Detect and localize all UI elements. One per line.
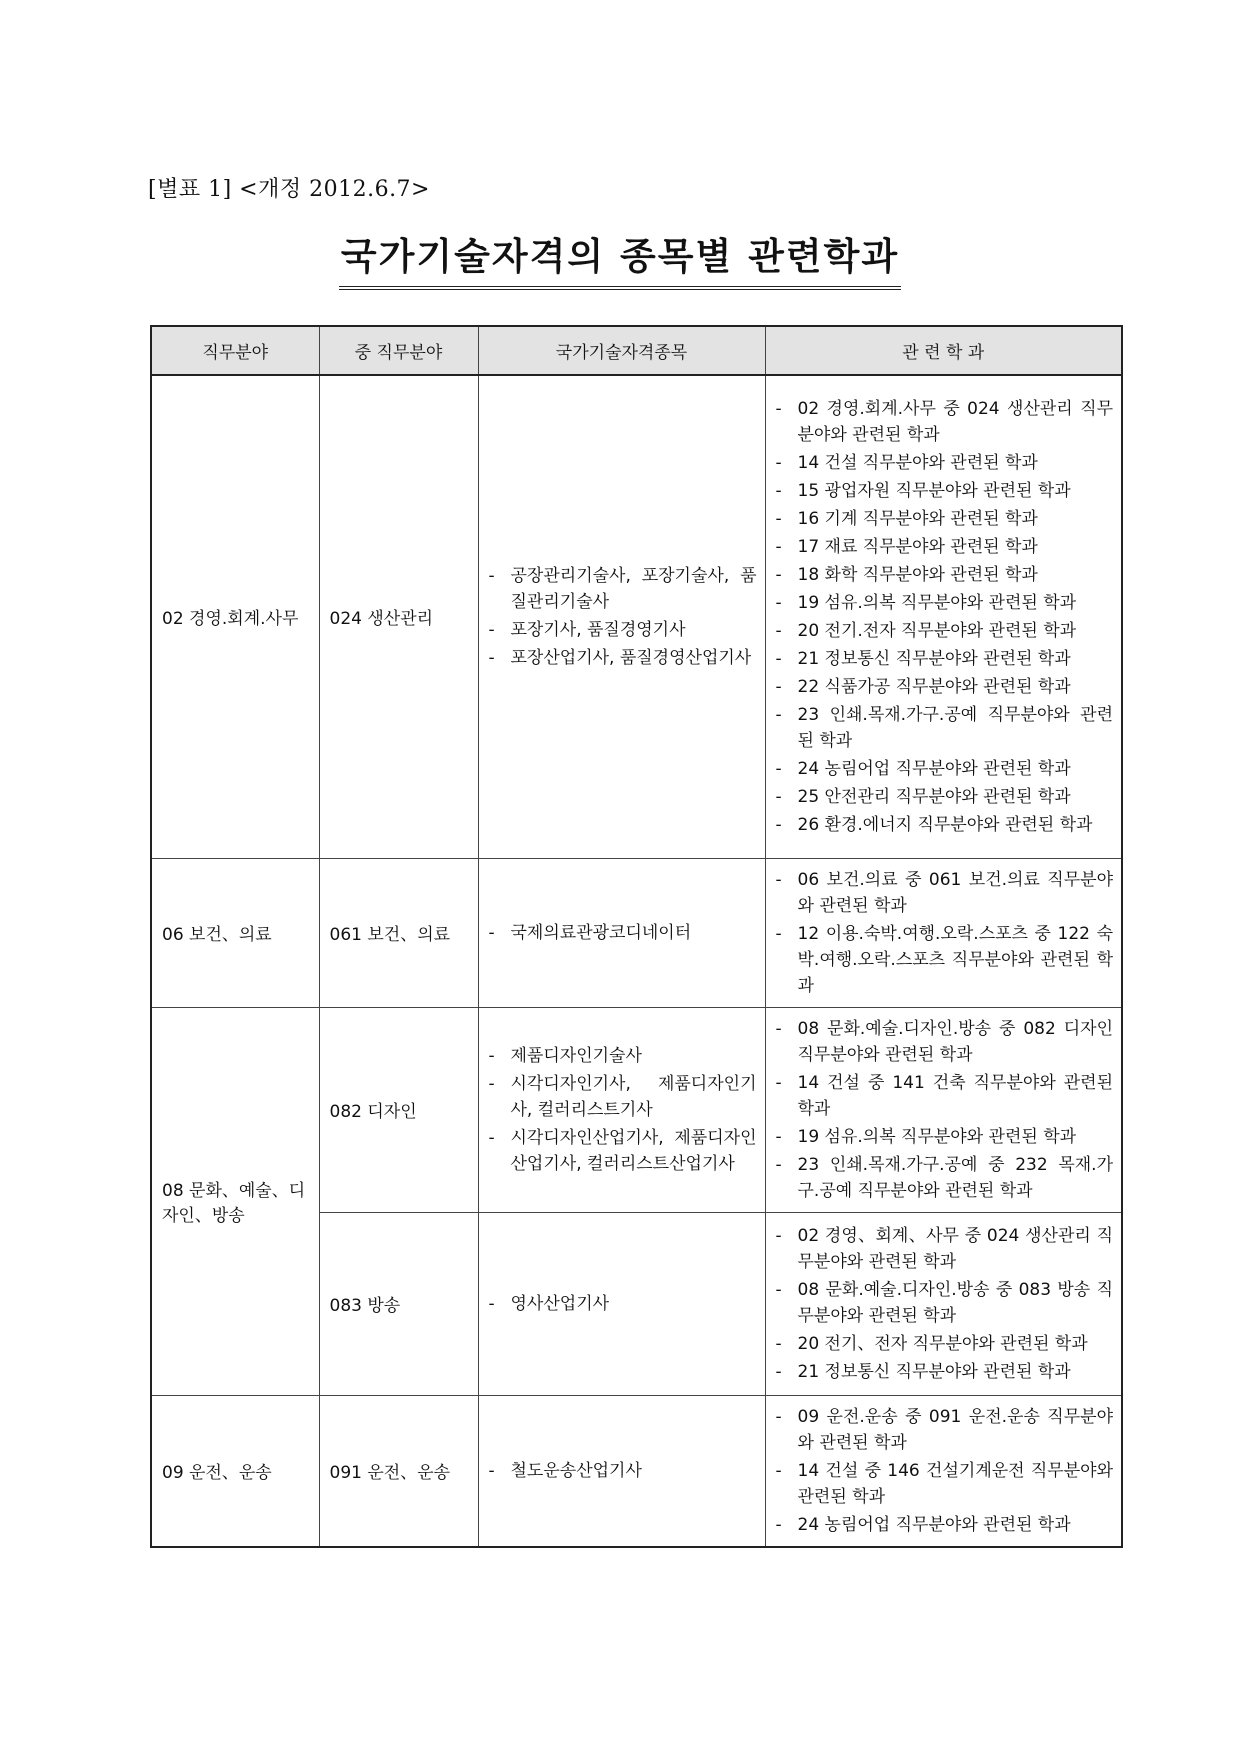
- list-item: - 23 인쇄.목재.가구.공예 중 232 목재.가구.공예 직무분야와 관련된 학과: [775, 1154, 1113, 1201]
- list-item: - 19 섬유.의복 직무분야와 관련된 학과: [775, 1126, 1077, 1147]
- document-title: 국가기술자격의 종목별 관련학과: [339, 226, 901, 290]
- list-item: - 포장산업기사, 품질경영산업기사: [488, 647, 752, 668]
- list-item: - 19 섬유.의복 직무분야와 관련된 학과: [775, 592, 1077, 613]
- list-item: - 26 환경.에너지 직무분야와 관련된 학과: [775, 814, 1093, 835]
- list-item: - 22 식품가공 직무분야와 관련된 학과: [775, 676, 1071, 697]
- column-header-qualification: 국가기술자격종목: [478, 326, 765, 375]
- qualification-cell: [478, 1395, 765, 1547]
- list-item: - 철도운송산업기사: [488, 1460, 642, 1481]
- list-item: - 21 정보통신 직무분야와 관련된 학과: [775, 1361, 1071, 1382]
- table-row: [151, 375, 1122, 858]
- list-item: - 24 농림어업 직무분야와 관련된 학과: [775, 758, 1071, 779]
- table-row: [151, 1395, 1122, 1547]
- related-dept-cell: [765, 858, 1122, 1007]
- list-item: - 15 광업자원 직무분야와 관련된 학과: [775, 480, 1071, 501]
- list-item: - 국제의료관광코디네이터: [488, 922, 692, 943]
- list-item: - 포장기사, 품질경영기사: [488, 619, 686, 640]
- list-item: - 제품디자인기술사: [488, 1045, 642, 1066]
- qualification-cell: [478, 375, 765, 858]
- list-item: - 시각디자인기사, 제품디자인기사, 컬러리스트기사: [488, 1073, 757, 1120]
- list-item: - 21 정보통신 직무분야와 관련된 학과: [775, 648, 1071, 669]
- list-item: - 08 문화.예술.디자인.방송 중 083 방송 직무분야와 관련된 학과: [775, 1279, 1113, 1326]
- sub-field-cell: 024 생산관리: [319, 375, 478, 858]
- list-item: - 20 전기、전자 직무분야와 관련된 학과: [775, 1333, 1088, 1354]
- qualification-table: [150, 325, 1123, 1548]
- related-dept-cell: [765, 1395, 1122, 1547]
- list-item: - 23 인쇄.목재.가구.공예 직무분야와 관련된 학과: [775, 704, 1113, 751]
- list-item: - 시각디자인산업기사, 제품디자인산업기사, 컬러리스트산업기사: [488, 1127, 757, 1174]
- list-item: - 25 안전관리 직무분야와 관련된 학과: [775, 786, 1071, 807]
- table-row: [151, 858, 1122, 1007]
- list-item: - 14 건설 중 146 건설기계운전 직무분야와 관련된 학과: [775, 1460, 1113, 1507]
- list-item: - 08 문화.예술.디자인.방송 중 082 디자인 직무분야와 관련된 학과: [775, 1018, 1113, 1065]
- list-item: - 20 전기.전자 직무분야와 관련된 학과: [775, 620, 1077, 641]
- list-item: - 02 경영、회계、사무 중 024 생산관리 직무분야와 관련된 학과: [775, 1225, 1113, 1272]
- list-item: - 영사산업기사: [488, 1293, 610, 1314]
- list-item: - 24 농림어업 직무분야와 관련된 학과: [775, 1514, 1071, 1535]
- list-item: - 14 건설 중 141 건축 직무분야와 관련된 학과: [775, 1072, 1113, 1119]
- list-item: - 17 재료 직무분야와 관련된 학과: [775, 536, 1038, 557]
- column-header-field: 직무분야: [151, 326, 319, 375]
- column-header-related-dept: 관 련 학 과: [765, 326, 1122, 375]
- qualification-cell: [478, 1007, 765, 1212]
- table-header-row: [151, 326, 1122, 375]
- document-reference: [별표 1] <개정 2012.6.7>: [148, 177, 430, 202]
- qualification-cell: [478, 1212, 765, 1395]
- field-cell: 02 경영.회계.사무: [151, 375, 319, 858]
- related-dept-cell: [765, 1212, 1122, 1395]
- related-dept-cell: [765, 1007, 1122, 1212]
- column-header-sub-field: 중 직무분야: [319, 326, 478, 375]
- related-dept-cell: [765, 375, 1122, 858]
- field-cell: 09 운전、운송: [151, 1395, 319, 1547]
- field-cell: 06 보건、의료: [151, 858, 319, 1007]
- sub-field-cell: 061 보건、의료: [319, 858, 478, 1007]
- list-item: - 14 건설 직무분야와 관련된 학과: [775, 452, 1038, 473]
- field-cell: 08 문화、예술、디자인、방송: [151, 1007, 319, 1395]
- list-item: - 02 경영.회계.사무 중 024 생산관리 직무분야와 관련된 학과: [775, 398, 1113, 445]
- sub-field-cell: 083 방송: [319, 1212, 478, 1395]
- list-item: - 09 운전.운송 중 091 운전.운송 직무분야와 관련된 학과: [775, 1406, 1113, 1453]
- list-item: - 16 기계 직무분야와 관련된 학과: [775, 508, 1038, 529]
- sub-field-cell: 082 디자인: [319, 1007, 478, 1212]
- list-item: - 공장관리기술사, 포장기술사, 품질관리기술사: [488, 565, 757, 612]
- document-title-wrap: [0, 226, 1240, 290]
- qualification-cell: [478, 858, 765, 1007]
- list-item: - 12 이용.숙박.여행.오락.스포츠 중 122 숙박.여행.오락.스포츠 직무분야와 관련된 학과: [775, 923, 1113, 996]
- table-row: [151, 1007, 1122, 1212]
- list-item: - 06 보건.의료 중 061 보건.의료 직무분야와 관련된 학과: [775, 869, 1113, 916]
- sub-field-cell: 091 운전、운송: [319, 1395, 478, 1547]
- list-item: - 18 화학 직무분야와 관련된 학과: [775, 564, 1038, 585]
